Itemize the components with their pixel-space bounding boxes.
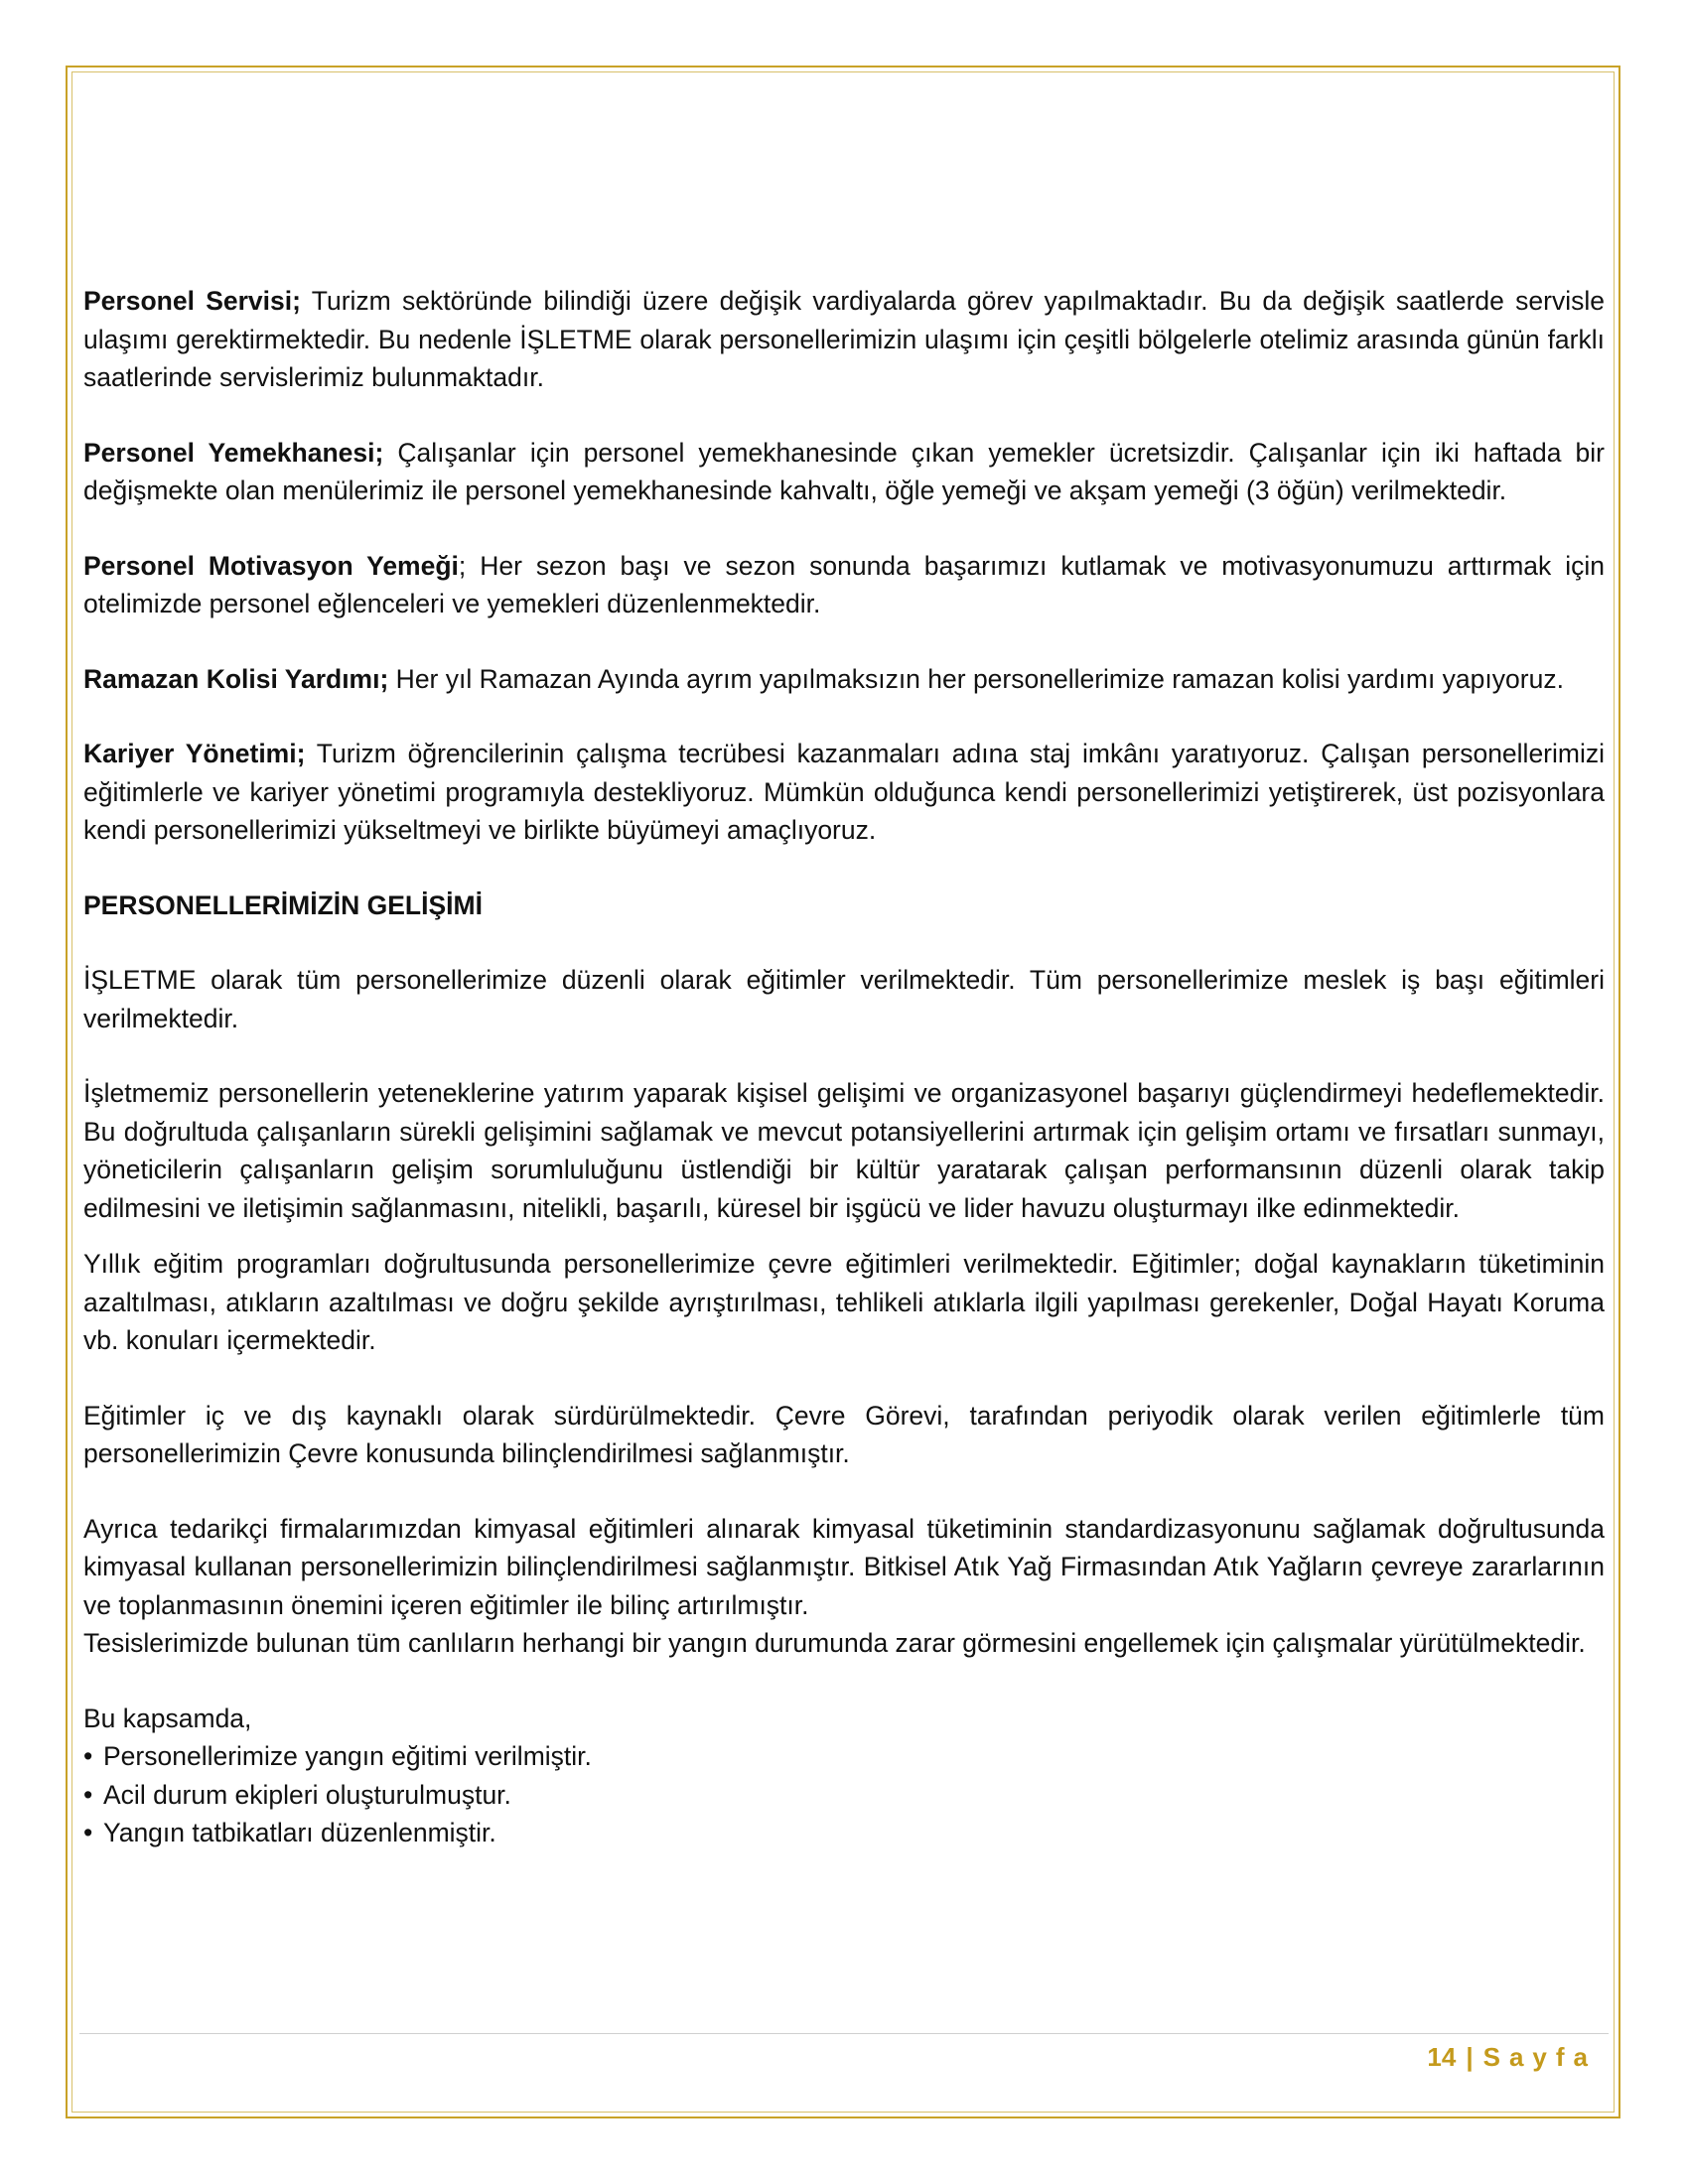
paragraph: Eğitimler iç ve dış kaynaklı olarak sürdürülmektedir. Çevre Görevi, tarafından periyodik olarak verilen eğitimlerle tüm personellerimizin Çevre konusunda bilinçlendirilmesi sağlanmıştır. (83, 1400, 1605, 1468)
footer-separator: | (1466, 2042, 1474, 2072)
paragraph: İşletmemiz personellerin yeteneklerine yatırım yaparak kişisel gelişimi ve organizasyonel başarıyı güçlendirmeyi hedeflemektedir. Bu doğrultuda çalışanların sürekli gelişimini sağlamak ve mevcut potansiyellerini artırmak için gelişim ortamı ve fırsatları sunmayı, yöneticilerin çalışanların gelişim sorumluluğunu üstlendiği bir kültür yaratarak çalışan performansının düzenli olarak takip edilmesini ve iletişimin sağlanmasını, nitelikli, başarılı, küresel bir işgücü ve lider havuzu oluşturmayı ilke edinmektedir. (83, 1078, 1605, 1223)
section-title: Personel Motivasyon Yemeği (83, 550, 459, 581)
footer-divider (79, 2033, 1609, 2034)
list-item-text: Acil durum ekipleri oluşturulmuştur. (103, 1779, 511, 1810)
section-heading: PERSONELLERİMİZİN GELİŞİMİ (83, 889, 483, 920)
section-motivasyon-yemegi (83, 547, 1605, 623)
section-title: Ramazan Kolisi Yardımı; (83, 663, 389, 694)
section-ramazan-kolisi (83, 660, 1605, 699)
section-title: Personel Yemekhanesi; (83, 437, 384, 468)
page-footer (1427, 2037, 1597, 2077)
section-personel-servisi (83, 282, 1605, 397)
list-intro: Bu kapsamda, (83, 1703, 252, 1733)
list-item (83, 1776, 1605, 1815)
bullet-icon: • (83, 1779, 93, 1810)
section-text: ; Her sezon başı ve sezon sonunda başarımızı kutlamak ve motivasyonumuzu arttırmak için otelimizde personel eğlenceleri ve yemekleri düzenlenmektedir. (83, 550, 1605, 618)
list-item (83, 1814, 1605, 1852)
paragraph: Ayrıca tedarikçi firmalarımızdan kimyasal eğitimleri alınarak kimyasal tüketiminin standardizasyonunu sağlamak doğrultusunda kimyasal kullanan personellerimizin bilinçlendirilmesi sağlanmıştır. Bitkisel Atık Yağ Firmasından Atık Yağların çevreye zararlarının ve toplanmasının önemini içeren eğitimler ile bilinç artırılmıştır. (83, 1513, 1605, 1620)
section-text: Turizm sektöründe bilindiği üzere değişik vardiyalarda görev yapılmaktadır. Bu da değişik saatlerde servisle ulaşımı gerektirmektedir. Bu nedenle İŞLETME olarak personellerimizin ulaşımı için çeşitli bölgelerle otelimiz arasında günün farklı saatlerinde servislerimiz bulunmaktadır. (83, 286, 1605, 392)
paragraph: Tesislerimizde bulunan tüm canlıların herhangi bir yangın durumunda zarar görmesini engellemek için çalışmalar yürütülmektedir. (83, 1628, 1586, 1658)
section-text: Her yıl Ramazan Ayında ayrım yapılmaksızın her personellerimize ramazan kolisi yardımı yapıyoruz. (388, 663, 1564, 694)
bullet-icon: • (83, 1818, 93, 1847)
bullet-list (83, 1737, 1605, 1852)
section-kariyer-yonetimi (83, 735, 1605, 850)
page-number: 14 (1427, 2042, 1457, 2072)
list-item-text: Personellerimize yangın eğitimi verilmiştir. (103, 1741, 592, 1771)
paragraph: İŞLETME olarak tüm personellerimize düzenli olarak eğitimler verilmektedir. Tüm personellerimize meslek iş başı eğitimleri verilmektedir. (83, 965, 1605, 1033)
page-content (83, 282, 1605, 1852)
section-title: Personel Servisi; (83, 286, 301, 316)
section-title: Kariyer Yönetimi; (83, 739, 306, 768)
section-personel-yemekhanesi (83, 434, 1605, 510)
section-text: Çalışanlar için personel yemekhanesinde çıkan yemekler ücretsizdir. Çalışanlar için iki haftada bir değişmekte olan menülerimiz ile personel yemekhanesinde kahvaltı, öğle yemeği ve akşam yemeği (3 öğün) verilmektedir. (83, 437, 1605, 505)
list-item (83, 1737, 1605, 1776)
list-item-text: Yangın tatbikatları düzenlenmiştir. (103, 1818, 496, 1847)
page-label: Sayfa (1482, 2042, 1597, 2072)
bullet-icon: • (83, 1741, 93, 1771)
paragraph: Yıllık eğitim programları doğrultusunda personellerimize çevre eğitimleri verilmektedir. Eğitimler; doğal kaynakların tüketiminin azaltılması, atıkların azaltılması ve doğru şekilde ayrıştırılması, tehlikeli atıklarla ilgili yapılması gerekenler, Doğal Hayatı Koruma vb. konuları içermektedir. (83, 1249, 1605, 1355)
section-text: Turizm öğrencilerinin çalışma tecrübesi kazanmaları adına staj imkânı yaratıyoruz. Çalışan personellerimizi eğitimlerle ve kariyer yönetimi programıyla destekliyoruz. Mümkün olduğunca kendi personellerimizi yetiştirerek, üst pozisyonlara kendi personellerimizi yükseltmeyi ve birlikte büyümeyi amaçlıyoruz. (83, 739, 1605, 845)
